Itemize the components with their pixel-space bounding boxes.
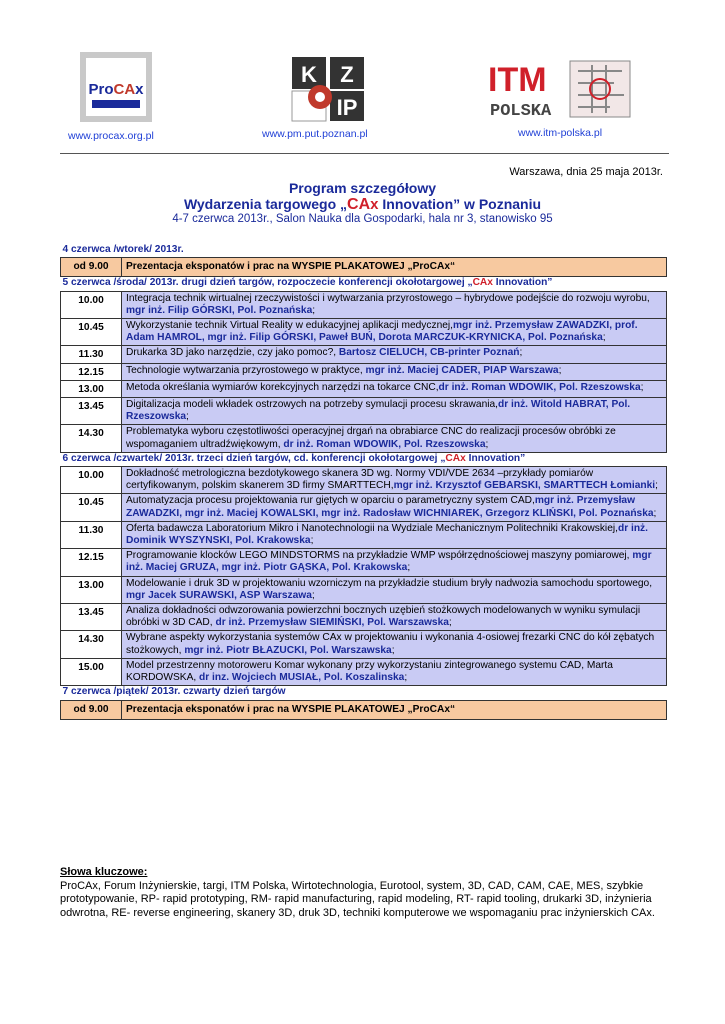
svg-text:ProCAx: ProCAx — [88, 81, 144, 98]
day-label-cax: CAx — [472, 277, 493, 289]
session-topic: Problematyka wyboru częstotliwości operacyjnej drgań na obrabiarce CNC do realizacji procesów obróbki ze wspomaganiem ultradźwiękowym, — [126, 426, 616, 450]
procax-url[interactable]: www.procax.org.pl — [68, 130, 154, 142]
session-time: 14.30 — [61, 631, 122, 658]
session-end: ; — [640, 381, 644, 393]
session-speakers: mgr inż. Piotr BŁAZUCKI, Pol. Warszawska — [184, 644, 392, 656]
session-end: ; — [312, 304, 316, 316]
svg-text:K: K — [301, 62, 317, 87]
table-row — [61, 398, 667, 425]
session-topic: Integracja technik wirtualnej rzeczywistości i wytwarzania przyrostowego – hybrydowe podejście do rozwoju wyrobu, — [126, 292, 650, 304]
title-event-prefix: Wydarzenia targowego „ — [183, 196, 348, 212]
session-time: 15.00 — [61, 658, 122, 685]
table-row — [61, 319, 667, 346]
session-speakers: mgr inż. Przemysław ZAWADZKI, prof. Adam HAMROL, mgr inż. Filip GÓRSKI, Paweł BUŃ, Dorota MARCZUK-KRYNICKA, Pol. Poznańska — [126, 320, 638, 344]
session-description — [122, 549, 667, 576]
session-description — [122, 521, 667, 548]
session-description — [122, 291, 667, 318]
table-row — [61, 467, 667, 494]
session-description: Prezentacja eksponatów i prac na WYSPIE PLAKATOWEJ „ProCAx“ — [122, 258, 667, 277]
session-description — [122, 425, 667, 452]
svg-text:Z: Z — [340, 62, 354, 87]
session-time: 12.15 — [61, 549, 122, 576]
session-time: 13.00 — [61, 380, 122, 397]
day-header-1 — [61, 244, 667, 258]
title-x: x — [370, 196, 379, 213]
keywords-section — [60, 866, 670, 920]
session-description — [122, 494, 667, 521]
session-time: 10.45 — [61, 494, 122, 521]
day-label — [61, 452, 667, 466]
day-header-2 — [61, 277, 667, 291]
document-date: Warszawa, dnia 25 maja 2013r. — [509, 166, 663, 178]
session-description: Prezentacja eksponatów i prac na WYSPIE PLAKATOWEJ „ProCAx“ — [122, 700, 667, 719]
session-description — [122, 363, 667, 380]
day-label: 4 czerwca /wtorek/ 2013r. — [62, 244, 184, 255]
schedule-table — [60, 244, 667, 720]
itm-polska-logo — [484, 55, 642, 123]
title-program: Program szczegółowy — [288, 180, 437, 196]
session-speakers: mgr inż. Krzysztof GEBARSKI, SMARTTECH Łomianki — [393, 480, 656, 492]
session-time: 11.30 — [61, 346, 122, 363]
session-speakers: dr inż. Roman WDOWIK, Pol. Rzeszowska — [438, 381, 641, 393]
session-end: ; — [391, 644, 395, 656]
session-end: ; — [602, 332, 606, 344]
session-speakers: Bartosz CIELUCH, CB-printer Poznań — [338, 347, 520, 359]
session-speakers: mgr inż. Maciej GRUZA, mgr inż. Piotr GĄSKA, Pol. Krakowska — [126, 550, 652, 574]
table-row — [61, 425, 667, 452]
day-label-cax: CAx — [445, 452, 466, 464]
day-label — [61, 277, 667, 291]
table-row — [61, 346, 667, 363]
day-label-suffix: Innovation” — [465, 452, 526, 464]
table-row — [61, 631, 667, 658]
title-ca: CA — [347, 196, 371, 213]
session-end: ; — [519, 347, 523, 359]
session-time: 13.45 — [61, 604, 122, 631]
session-description — [122, 631, 667, 658]
session-speakers: dr inż. Roman WDOWIK, Pol. Rzeszowska — [283, 438, 486, 450]
keywords-title: Słowa kluczowe: — [60, 866, 148, 878]
title-event-suffix: Innovation” w Poznaniu — [378, 196, 542, 212]
session-topic: Wykorzystanie technik Virtual Reality w edukacyjnej aplikacji medycznej, — [126, 320, 453, 332]
session-end: ; — [186, 411, 189, 423]
session-description — [122, 319, 667, 346]
kzip-url[interactable]: www.pm.put.poznan.pl — [262, 128, 368, 140]
session-description — [122, 576, 667, 603]
session-time: 10.45 — [61, 319, 122, 346]
session-speakers: mgr inż. Filip GÓRSKI, Pol. Poznańska — [126, 304, 313, 316]
session-speakers: mgr inż. Przemysław ZAWADZKI, mgr inż. Maciej KOWALSKI, mgr inż. Radosław WICHNIAREK, Grzegorz KLIŃSKI, Pol. Poznańska — [126, 495, 654, 519]
session-description — [122, 346, 667, 363]
table-row — [61, 658, 667, 685]
title-event — [0, 196, 725, 214]
session-speakers: dr inż. Przemysław SIEMIŃSKI, Pol. Warszawska — [215, 617, 449, 629]
session-time: 13.45 — [61, 398, 122, 425]
keywords-text: ProCAx, Forum Inżynierskie, targi, ITM Polska, Wirtotechnologia, Eurotool, system, 3D, CAD, CAM, CAE, MES, szybkie prototypowanie, RP- rapid prototyping, RM- rapid manufacturing, rapid modeling, RT- rapid tooling, drukarki 3D, inżynieria odwrotna, RE- reverse engineering, skanery 3D, druk 3D, techniki komputerowe we wspomaganiu prac inżynierskich CAx. — [60, 879, 655, 919]
session-time: 10.00 — [61, 467, 122, 494]
table-row — [61, 291, 667, 318]
session-end: ; — [485, 438, 489, 450]
session-time: 12.15 — [61, 363, 122, 380]
day-label-suffix: Innovation” — [492, 277, 553, 289]
session-topic: Wybrane aspekty wykorzystania systemów CAx w projektowaniu i wykonania 4-osiowej frezarki CNC do kół zębatych stożkowych, — [126, 632, 655, 656]
session-time: 14.30 — [61, 425, 122, 452]
svg-text:IP: IP — [336, 95, 358, 120]
session-speakers: mgr inż. Maciej CADER, PIAP Warszawa — [365, 364, 559, 376]
table-row — [61, 576, 667, 603]
session-description — [122, 604, 667, 631]
session-end: ; — [653, 507, 657, 519]
day-header-4 — [61, 686, 667, 700]
session-end: ; — [404, 672, 408, 684]
itm-polska-url[interactable]: www.itm-polska.pl — [518, 127, 603, 139]
table-row — [61, 494, 667, 521]
session-description — [122, 380, 667, 397]
session-topic: Model przestrzenny motoroweru Komar wykonany przy wykorzystaniu zintegrowanego systemu CAD, Marta KORDOWSKA, — [126, 659, 613, 684]
table-row — [61, 363, 667, 380]
table-row — [61, 604, 667, 631]
session-topic: Oferta badawcza Laboratorium Mikro i Nanotechnologii na Wydziale Mechanicznym Politechniki Krakowskiej, — [126, 522, 618, 534]
session-speakers: dr inż. Witold HABRAT, Pol. Rzeszowska — [126, 399, 631, 423]
session-description — [122, 467, 667, 494]
session-topic: Analiza dokładności odwzorowania powierzchni bocznych uzębień stożkowych modelowanych w wyniku symulacji obróbki w 3D CAD, — [126, 605, 641, 629]
session-time: 10.00 — [61, 291, 122, 318]
session-end: ; — [448, 617, 452, 629]
session-end: ; — [407, 562, 411, 574]
session-topic: Modelowanie i druk 3D w projektowaniu wzorniczym na przykładzie studium bryły nadwozia samochodu sportowego, — [126, 577, 653, 589]
session-time: 13.00 — [61, 576, 122, 603]
day-header-3 — [61, 452, 667, 466]
session-time: 11.30 — [61, 521, 122, 548]
session-topic: Dokładność metrologiczna bezdotykowego skanera 3D wg. Normy VDI/VDE 2634 –przykłady pomiarów certyfikowanym, polskim skanerem 3D firmy SMARTTECH, — [126, 468, 594, 492]
session-speakers: dr inz. Wojciech MUSIAŁ, Pol. Koszalinska — [199, 672, 405, 684]
kzip-logo — [290, 55, 366, 123]
procax-logo — [80, 52, 152, 122]
day-label: 7 czerwca /piątek/ 2013r. czwarty dzień targów — [62, 686, 286, 698]
event-location: 4-7 czerwca 2013r., Salon Nauka dla Gospodarki, hala nr 3, stanowisko 95 — [172, 213, 553, 225]
session-end: ; — [655, 480, 658, 492]
session-speakers: dr inż. Dominik WYSZYNSKI, Pol. Krakowska — [126, 522, 648, 547]
session-topic: Metoda określania wymiarów korekcyjnych narzędzi na tokarce CNC, — [126, 381, 439, 393]
session-end: ; — [558, 364, 562, 376]
header-divider — [60, 153, 669, 154]
table-row — [61, 521, 667, 548]
svg-text:POLSKA: POLSKA — [490, 102, 552, 121]
svg-text:ITM: ITM — [488, 61, 547, 99]
day-label-text: 5 czerwca /środa/ 2013r. drugi dzień targów, rozpoczecie konferencji okołotargowej „ — [62, 277, 473, 289]
session-end: ; — [311, 589, 315, 601]
table-row — [61, 700, 667, 719]
session-end: ; — [310, 535, 314, 547]
session-description — [122, 658, 667, 685]
table-row — [61, 380, 667, 397]
session-speakers: mgr Jacek SURAWSKI, ASP Warszawa — [126, 589, 312, 601]
session-topic: Digitalizacja modeli wkładek ostrzowych na potrzeby symulacji procesu skrawania, — [126, 399, 498, 411]
session-topic: Drukarka 3D jako narzędzie, czy jako pomoc?, — [126, 347, 339, 359]
day-label-text: 6 czerwca /czwartek/ 2013r. trzeci dzień targów, cd. konferencji okołotargowej „ — [62, 452, 446, 464]
session-topic: Programowanie klocków LEGO MINDSTORMS na przykładzie WMP współrzędnościowej maszyny pomiarowej, — [126, 550, 633, 562]
session-time: od 9.00 — [61, 700, 122, 719]
table-row — [61, 549, 667, 576]
session-topic: Technologie wytwarzania przyrostowego w praktyce, — [126, 364, 366, 376]
session-description — [122, 398, 667, 425]
table-row — [61, 258, 667, 277]
session-time: od 9.00 — [61, 258, 122, 277]
title-cax — [347, 196, 378, 213]
session-topic: Automatyzacja procesu projektowania rur giętych w oparciu o parametryczny system CAD, — [126, 495, 535, 507]
